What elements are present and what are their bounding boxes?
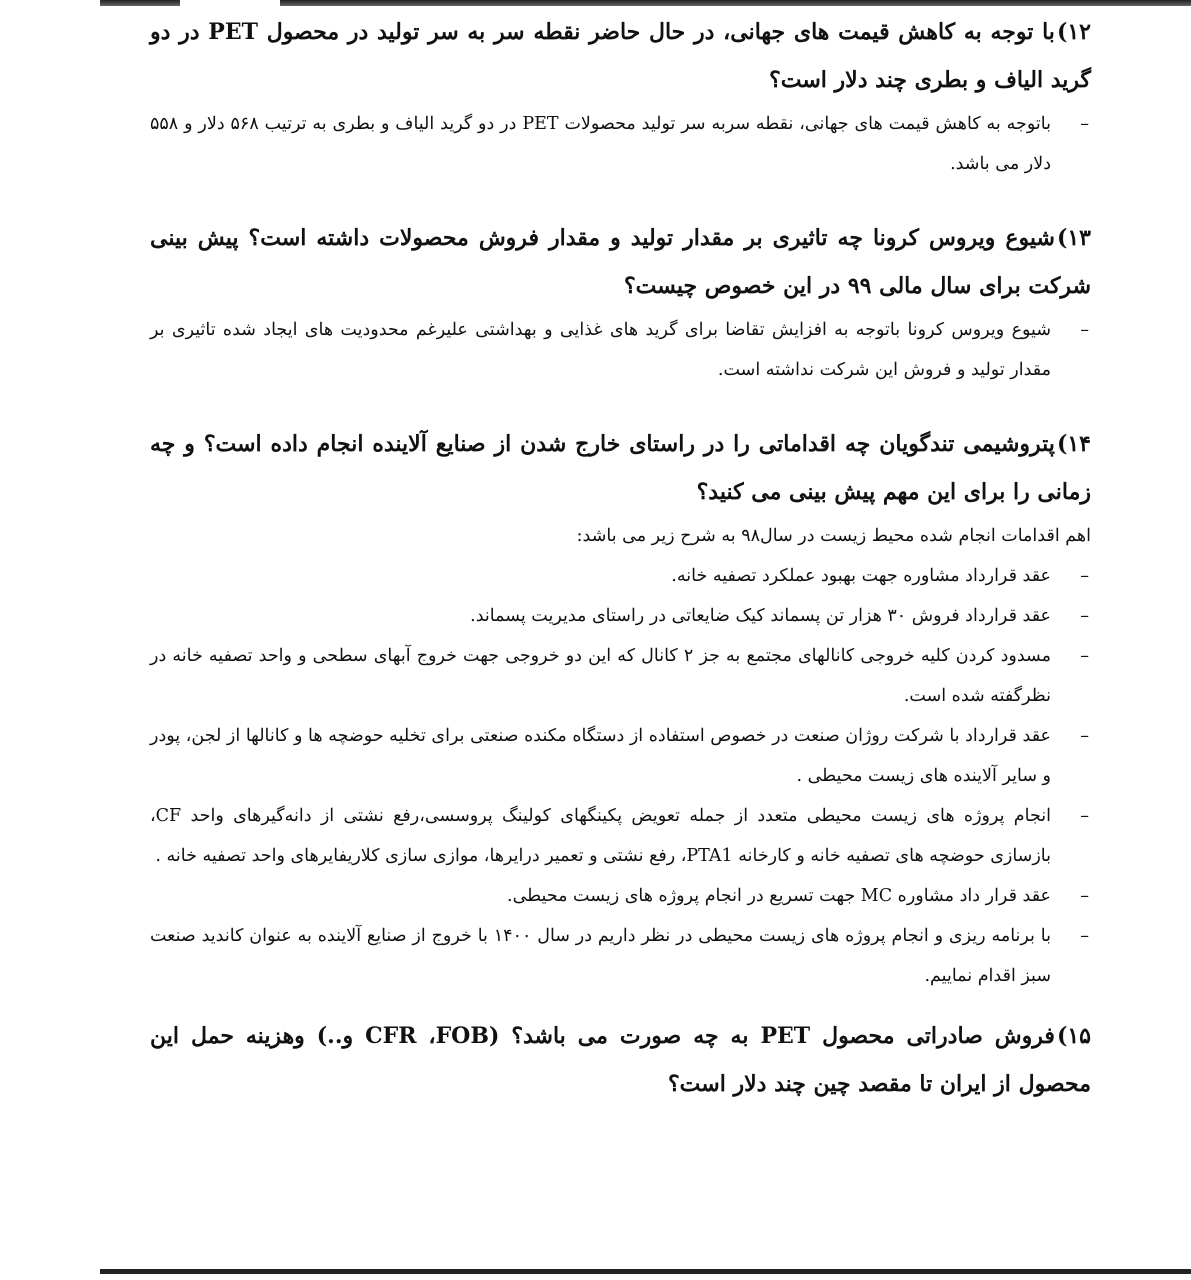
answer-item: – انجام پروژه های زیست محیطی متعدد از جمله تعویض پکینگهای کولینگ پروسسی،رفع نشتی از دانه‌گیرهای واحد CF، بازسازی حوضچه های تصفیه خانه و کارخانه PTA1، رفع نشتی و تعمیر درایرها، موازی سازی کلاریفایرهای واحد تصفیه خانه . bbox=[150, 796, 1091, 876]
answer-item: – با برنامه ریزی و انجام پروژه های زیست محیطی در نظر داریم در سال ۱۴۰۰ با خروج از صنایع آلاینده به عنوان کاندید صنعت سبز اقدام نماییم. bbox=[150, 916, 1091, 996]
question-14: ۱۴)پتروشیمی تندگویان چه اقداماتی را در راستای خارج شدن از صنایع آلاینده انجام داده است؟ و چه زمانی را برای این مهم پیش بینی می کنید؟ bbox=[150, 431, 1091, 505]
answer-item: – عقد قرارداد مشاوره جهت بهبود عملکرد تصفیه خانه. bbox=[150, 556, 1091, 596]
bottom-rule bbox=[100, 1269, 1191, 1274]
answer-intro: اهم اقدامات انجام شده محیط زیست در سال۹۸ به شرح زیر می باشد: bbox=[576, 526, 1091, 546]
answer-item: – شیوع ویروس کرونا باتوجه به افزایش تقاضا برای گرید های غذایی و بهداشتی علیرغم محدودیت های ایجاد شده تاثیری بر مقدار تولید و فروش این شرکت نداشته است. bbox=[150, 310, 1091, 390]
document-page bbox=[150, 8, 1091, 1108]
answer-item: – عقد قرارداد فروش ۳۰ هزار تن پسماند کیک ضایعاتی در راستای مدیریت پسماند. bbox=[150, 596, 1091, 636]
answer-item: – باتوجه به کاهش قیمت های جهانی، نقطه سربه سر تولید محصولات PET در دو گرید الیاف و بطری به ترتیب ۵۶۸ دلار و ۵۵۸ دلار می باشد. bbox=[150, 104, 1091, 184]
question-text: فروش صادراتی محصول PET به چه صورت می باشد؟ (CFR ،FOB و..) وهزینه حمل این محصول از ایران تا مقصد چین چند دلار است؟ bbox=[150, 1023, 1091, 1097]
answer-item: – عقد قرار داد مشاوره MC جهت تسریع در انجام پروژه های زیست محیطی. bbox=[150, 876, 1091, 916]
question-12: ۱۲)با توجه به کاهش قیمت های جهانی، در حال حاضر نقطه سر به سر تولید در محصول PET در دو گرید الیاف و بطری چند دلار است؟ bbox=[150, 19, 1091, 93]
answer-item: – عقد قرارداد با شرکت روژان صنعت در خصوص استفاده از دستگاه مکنده صنعتی برای تخلیه حوضچه ها و کانالها از لجن، پودر و سایر آلاینده های زیست محیطی . bbox=[150, 716, 1091, 796]
question-13: ۱۳)شیوع ویروس کرونا چه تاثیری بر مقدار تولید و مقدار فروش محصولات داشته است؟ پیش بینی شرکت برای سال مالی ۹۹ در این خصوص چیست؟ bbox=[150, 225, 1091, 299]
question-text: پتروشیمی تندگویان چه اقداماتی را در راستای خارج شدن از صنایع آلاینده انجام داده است؟ و چه زمانی را برای این مهم پیش بینی می کنید؟ bbox=[150, 431, 1091, 505]
question-text: با توجه به کاهش قیمت های جهانی، در حال حاضر نقطه سر به سر تولید در محصول PET در دو گرید الیاف و بطری چند دلار است؟ bbox=[150, 19, 1091, 93]
question-15: ۱۵)فروش صادراتی محصول PET به چه صورت می باشد؟ (CFR ،FOB و..) وهزینه حمل این محصول از ایران تا مقصد چین چند دلار است؟ bbox=[150, 1023, 1091, 1097]
top-rule bbox=[100, 0, 1191, 6]
question-text: شیوع ویروس کرونا چه تاثیری بر مقدار تولید و مقدار فروش محصولات داشته است؟ پیش بینی شرکت برای سال مالی ۹۹ در این خصوص چیست؟ bbox=[150, 225, 1091, 299]
answer-item: – مسدود کردن کلیه خروجی کانالهای مجتمع به جز ۲ کانال که این دو خروجی جهت خروج آبهای سطحی و واحد تصفیه خانه در نظرگفته شده است. bbox=[150, 636, 1091, 716]
